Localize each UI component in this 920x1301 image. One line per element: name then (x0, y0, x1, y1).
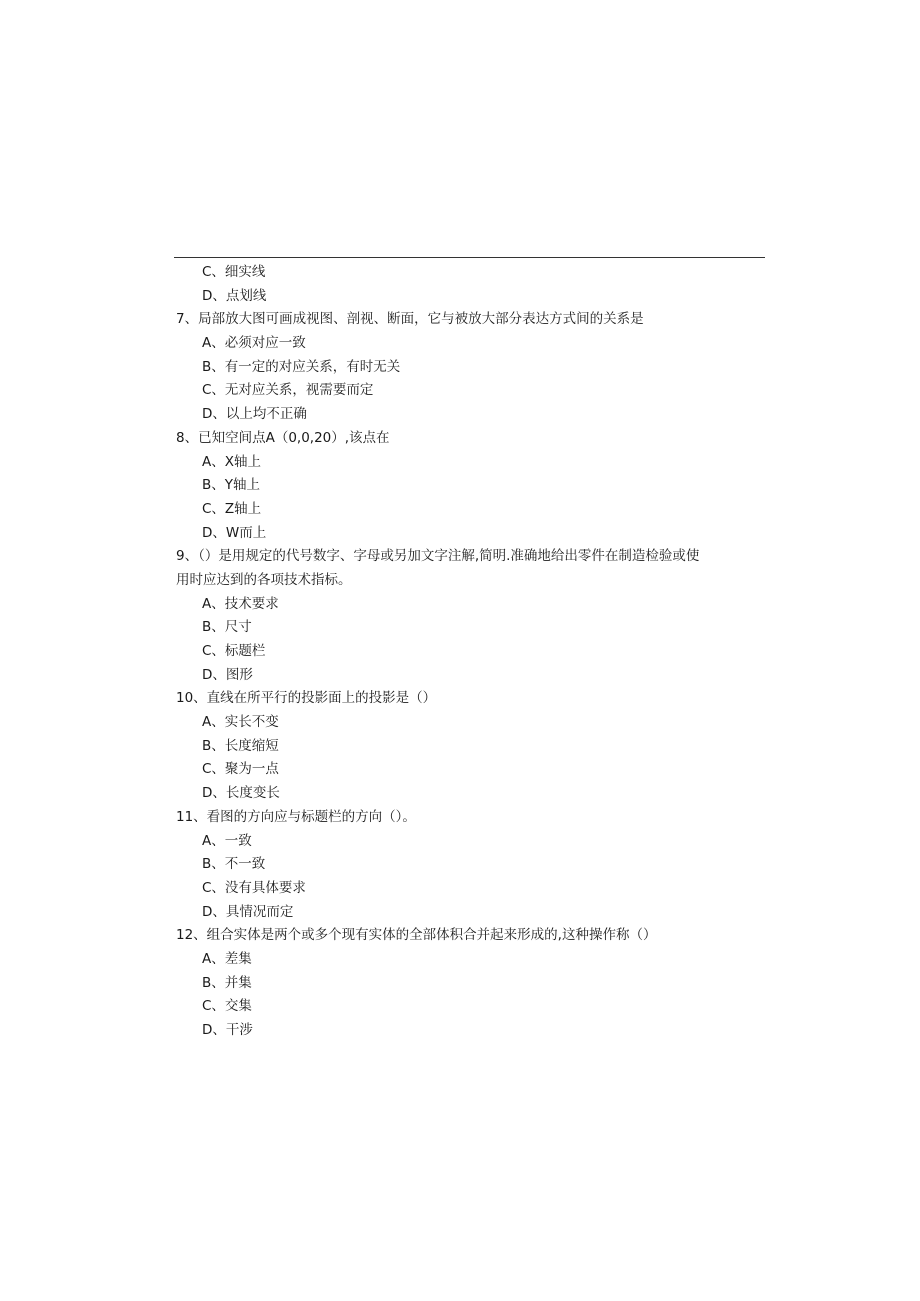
answer-option: C、Z轴上 (202, 500, 262, 517)
header-rule (174, 257, 765, 258)
answer-option: A、必须对应一致 (202, 335, 306, 352)
answer-option: C、交集 (202, 998, 252, 1015)
answer-option: A、差集 (202, 950, 252, 967)
answer-option: C、标题栏 (202, 643, 266, 659)
answer-option: D、图形 (202, 666, 253, 683)
answer-option: C、没有具体要求 (202, 879, 306, 896)
answer-option: C、细实线 (202, 264, 266, 280)
answer-option: B、尺寸 (202, 619, 252, 636)
answer-option: D、长度变长 (202, 785, 280, 802)
answer-option: A、一致 (202, 832, 252, 849)
question-text: 8、已知空间点A（0,0,20）,该点在 (176, 429, 390, 446)
answer-option: D、干涉 (202, 1022, 253, 1038)
answer-option: D、具情况而定 (202, 903, 294, 920)
question-text: 11、看图的方向应与标题栏的方向（）。 (176, 808, 416, 825)
answer-option: C、聚为一点 (202, 761, 279, 778)
question-text: 用时应达到的各项技术指标。 (176, 571, 352, 588)
answer-option: B、长度缩短 (202, 737, 279, 754)
answer-option: B、有一定的对应关系，有时无关 (202, 358, 401, 375)
answer-option: D、以上均不正确 (202, 406, 307, 423)
answer-option: D、W而上 (202, 524, 267, 541)
question-text: 10、直线在所平行的投影面上的投影是（） (176, 690, 437, 707)
answer-option: A、技术要求 (202, 595, 279, 612)
question-text: 12、组合实体是两个或多个现有实体的全部体积合并起来形成的,这种操作称（） (176, 927, 657, 944)
answer-option: C、无对应关系，视需要而定 (202, 382, 374, 399)
answer-option: B、Y轴上 (202, 477, 261, 494)
question-text: 7、局部放大图可画成视图、剖视、断面，它与被放大部分表达方式间的关系是 (176, 311, 644, 328)
answer-option: B、不一致 (202, 856, 266, 873)
answer-option: B、并集 (202, 974, 252, 991)
answer-option: A、实长不变 (202, 714, 279, 731)
answer-option: D、点划线 (202, 287, 267, 304)
question-list (176, 261, 766, 1043)
question-text: 9、（）是用规定的代号数字、字母或另加文字注解,简明.准确地给出零件在制造检验或使 (176, 548, 700, 565)
answer-option: A、X轴上 (202, 453, 261, 470)
